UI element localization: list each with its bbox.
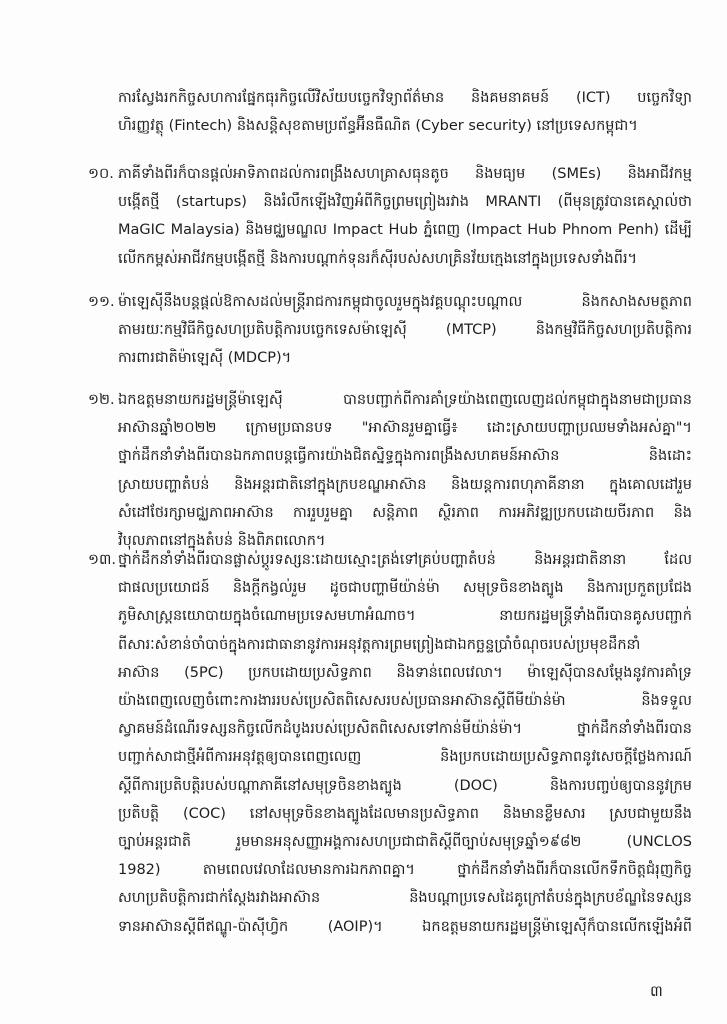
item-number: ១០. xyxy=(88,166,114,182)
item-number: ១១. xyxy=(88,294,115,310)
text-line: ស្វាគមន៍ដំណើរទស្សនកិច្ចលើកដំបូងរបស់ប្រេសិតពិសេសទៅកាន់មីយ៉ាន់ម៉ា។ ថ្នាក់ដឹកនាំទាំងពីរបាន xyxy=(118,721,692,738)
text-line: ពីសារៈសំខាន់ចាំបាច់ក្នុងការជាធានានូវការអនុវត្តការព្រមព្រៀងជាឯកច្ឆន្ទប្រាំចំណុចរបស់ប្រមុខដឹកនាំ xyxy=(118,636,641,653)
text-line: ស្តីពីការប្រតិបត្តិរបស់បណ្តាភាគីនៅសមុទ្រចិនខាងត្បូង (DOC) និងការបញ្ចប់ឲ្យបាននូវក្រម xyxy=(118,777,692,794)
text-line: លើកកម្ពស់អាជីវកម្មបង្កើតថ្មី និងការបណ្តាក់ទុនរក៏ស៊ីរបស់សហគ្រិនវ័យក្មេងនៅក្នុងប្រទេសទាំងពីរ។ xyxy=(118,250,638,267)
text-line: ច្បាប់អន្តរជាតិ រួមមានអនុសញ្ញាអង្គការសហប្រជាជាតិស្តីពីច្បាប់សមុទ្រឆ្នាំ១៩៨២ (UNCLOS xyxy=(118,834,692,851)
text-line: អាស៊ានឆ្នាំ២០២២ ក្រោមប្រធានបទ "អាស៊ានរួមគ្នាធ្វើ៖ ដោះស្រាយបញ្ហាប្រឈមទាំងអស់គ្នា"។ xyxy=(118,420,692,437)
text-line: យ៉ាងពេញលេញចំពោះការងាររបស់ប្រេសិតពិសេសរបស់ប្រធានអាស៊ានស្តីពីមីយ៉ាន់ម៉ា និងទទួល xyxy=(118,693,692,710)
numbered-paragraph xyxy=(118,546,692,941)
text-line: តាមរយៈកម្មវិធីកិច្ចសហប្រតិបត្តិការបច្ចេកទេសម៉ាឡេស៊ី (MTCP) និងកម្មវិធីកិច្ចសហប្រតិបត្តិការ xyxy=(118,322,692,339)
text-line: ថ្នាក់ដឹកនាំទាំងពីរបានផ្លាស់ប្តូរទស្សនៈដោយស្មោះត្រង់ទៅគ្រប់បញ្ហាតំបន់ និងអន្តរជាតិនានា ដែល xyxy=(118,552,692,568)
text-line: ស្រាយបញ្ហាតំបន់ និងអន្តរជាតិនៅក្នុងក្របខណ្ឌអាស៊ាន និងយន្តការពហុភាគីនានា ក្នុងគោលដៅរួម xyxy=(118,476,692,493)
text-line: វិបុលភាពនៅក្នុងតំបន់ និងពិភពលោក។ xyxy=(118,533,326,550)
text-line: ភូមិសាស្ត្រនយោបាយក្នុងចំណោមប្រទេសមហាអំណាច។ នាយករដ្ឋមន្ត្រីទាំងពីរបានគូសបញ្ជាក់ xyxy=(118,608,692,625)
text-line: ភាគីទាំងពីរក៏បានផ្តល់អាទិភាពដល់ការពង្រឹងសហគ្រាសធុនតូច និងមធ្យម (SMEs) និងអាជីវកម្ម xyxy=(118,166,692,182)
text-line: ឯកឧត្តមនាយករដ្ឋមន្ត្រីម៉ាឡេស៊ី បានបញ្ជាក់ពីការគាំទ្រយ៉ាងពេញលេញដល់កម្ពុជាក្នុងនាមជាប្រធាន xyxy=(118,392,692,408)
numbered-paragraph xyxy=(118,288,692,373)
text-line: MaGIC Malaysia) និងមជ្ឈមណ្ឌល Impact Hub ភ្នំពេញ (Impact Hub Phnom Penh) ដើម្បី xyxy=(118,222,692,239)
item-number: ១២. xyxy=(88,392,115,408)
text-line: ការស្វែងរកកិច្ចសហការផ្នែកធុរកិច្ចលើវិស័យបច្ចេកវិទ្យាព័ត៌មាន និងគមនាគមន៍ (ICT) បច្ចេកវិទ្យា xyxy=(118,90,692,106)
text-line: ម៉ាឡេស៊ីនឹងបន្តផ្តល់ឱកាសដល់មន្ត្រីរាជការកម្ពុជាចូលរួមក្នុងវគ្គបណ្តុះបណ្តាល និងកសាងសមត្ថភាព xyxy=(118,294,692,310)
text-line: ទានអាស៊ានស្តីពីឥណ្ឌូ-ប៉ាស៊ីហ្វិក (AOIP)។ ឯកឧត្តមនាយករដ្ឋមន្ត្រីម៉ាឡេស៊ីក៏បានលើកឡើងអំពី xyxy=(118,918,692,935)
text-line: បញ្ជាក់សាជាថ្មីអំពីការអនុវត្តឲ្យបានពេញលេញ និងប្រកបដោយប្រសិទ្ធភាពនូវសេចក្តីថ្លែងការណ៍ xyxy=(118,749,692,766)
numbered-paragraph xyxy=(118,160,692,273)
intro-paragraph xyxy=(118,84,692,140)
text-line: ថ្នាក់ដឹកនាំទាំងពីរបានឯកភាពបន្តធ្វើការយ៉ាងជិតស្និទ្ធក្នុងការពង្រឹងសហគមន៍អាស៊ាន និងដោះ xyxy=(118,448,692,465)
text-line: ហិរញ្ញវត្ថុ (Fintech) និងសន្តិសុខតាមប្រព័ន្ធអ៊ីនធឺណិត (Cyber security) នៅប្រទេសកម្ពុជា។ xyxy=(118,118,638,135)
text-line: 1982) តាមពេលវេលាដែលមានការឯកភាពគ្នា។ ថ្នាក់ដឹកនាំទាំងពីរក៏បានលើកទឹកចិត្តជំរុញកិច្ច xyxy=(118,862,692,879)
text-line: សំដៅថែរក្សាមជ្ឈភាពអាស៊ាន ការរួបរួមគ្នា សន្តិភាព ស្ថិរភាព ការអភិវឌ្ឍប្រកបដោយចីរភាព និង xyxy=(118,504,692,521)
text-line: បង្កើតថ្មី (startups) និងរំលឹកឡើងវិញអំពីកិច្ចព្រមព្រៀងរវាង MRANTI (ពីមុនត្រូវបានគេស្គាល់ថា xyxy=(118,194,692,211)
page-number: ៣ xyxy=(650,982,663,1000)
text-line: សហប្រតិបត្តិការជាក់ស្តែងរវាងអាស៊ាន និងបណ្តាប្រទេសដៃគូក្រៅតំបន់ក្នុងក្របខ័ណ្ឌនៃទស្សន xyxy=(118,890,692,907)
text-line: ប្រតិបត្តិ (COC) នៅសមុទ្រចិនខាងត្បូងដែលមានប្រសិទ្ធភាព និងមានខ្លឹមសារ ស្របជាមួយនឹង xyxy=(118,805,692,822)
numbered-paragraph xyxy=(118,386,692,555)
text-line: អាស៊ាន (5PC) ប្រកបដោយប្រសិទ្ធភាព និងទាន់ពេលវេលា។ ម៉ាឡេស៊ីបានសម្តែងនូវការគាំទ្រ xyxy=(118,664,692,681)
text-line: ការពារជាតិម៉ាឡេស៊ី (MDCP)។ xyxy=(118,350,292,367)
item-number: ១៣. xyxy=(88,552,116,568)
text-line: ជាផលប្រយោជន៍ និងក្តីកង្វល់រួម ដូចជាបញ្ហាមីយ៉ាន់ម៉ា សមុទ្រចិនខាងត្បូង និងការប្រកួតប្រជែង xyxy=(118,580,692,597)
